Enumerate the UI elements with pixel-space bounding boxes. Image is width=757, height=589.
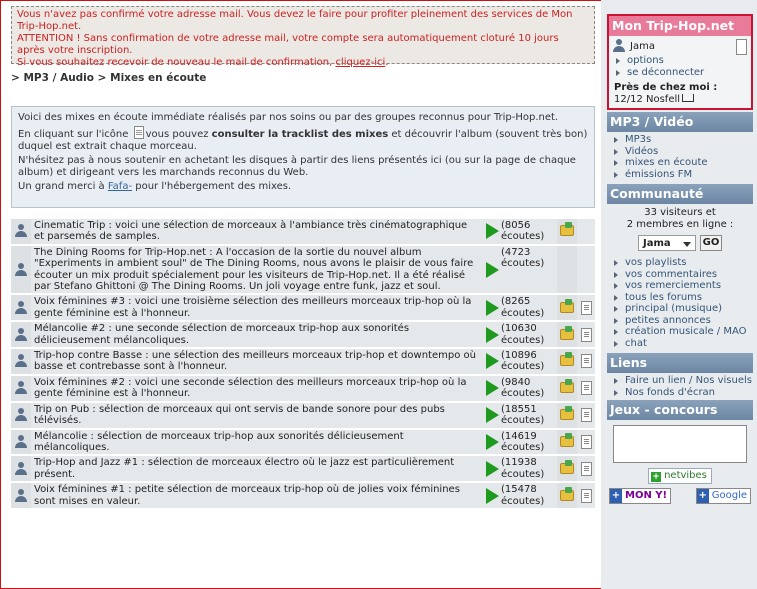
near-me-label: Près de chez moi : <box>614 82 718 93</box>
mixes-list <box>11 219 595 510</box>
user-icon[interactable] <box>15 381 27 395</box>
intro-paragraph-2 <box>18 126 588 152</box>
plus-icon: + <box>652 472 660 482</box>
tracklist-icon[interactable] <box>581 435 592 449</box>
communaute-box <box>607 184 753 351</box>
user-icon[interactable] <box>15 263 27 277</box>
notice-line-2: ATTENTION ! Sans confirmation de votre adresse mail, votre compte sera automatiquement cloturé 10 jours après votre inscription. <box>17 33 559 56</box>
mix-description[interactable]: Voix féminines #2 : voici une seconde sélection des meilleurs morceaux trip-hop où la gente féminine est à l'honneur. <box>34 376 467 400</box>
folder-cell <box>557 456 577 481</box>
doc-cell <box>577 403 595 428</box>
listen-count: (10896 écoutes) <box>501 350 545 373</box>
intro-paragraph-4 <box>18 181 588 192</box>
intro-p2-start: En cliquant sur l'icône <box>18 129 132 141</box>
add-playlist-icon[interactable] <box>560 225 574 236</box>
listen-count: (8056 écoutes) <box>501 220 545 243</box>
notice-line-1: Vous n'avez pas confirmé votre adresse mail. Vous devez le faire pour profiter pleinement des services de Mon Trip-Hop.net. <box>17 9 573 32</box>
menu-chat[interactable]: chat <box>613 338 753 350</box>
user-icon[interactable] <box>15 489 27 503</box>
play-icon[interactable] <box>486 461 499 477</box>
user-icon <box>613 39 625 53</box>
mix-row <box>11 456 595 481</box>
play-cell <box>483 456 501 481</box>
fafa-link[interactable]: Fafa- <box>107 181 133 193</box>
author-cell <box>11 483 31 508</box>
folder-cell <box>557 322 577 347</box>
mp3-video-menu <box>607 132 753 182</box>
listen-count: (15478 écoutes) <box>501 484 545 507</box>
listen-count: (18551 écoutes) <box>501 403 545 427</box>
communaute-menu <box>607 255 753 351</box>
mix-description[interactable]: Mélancolie #2 : une seconde sélection de morceaux trip-hop aux sonorités délicieusement mélancoliques. <box>34 323 410 346</box>
doc-cell <box>577 349 595 374</box>
add-playlist-icon[interactable] <box>560 355 574 366</box>
mix-description[interactable]: Voix féminines #1 : petite sélection de morceaux trip-hop où de jolies voix féminines sont mises en valeur. <box>34 484 460 507</box>
play-icon[interactable] <box>486 353 499 369</box>
mix-row <box>11 349 595 374</box>
yahoo-label: MON Y! <box>625 490 668 501</box>
menu-faire-lien[interactable]: Faire un lien / Nos visuels <box>613 375 753 387</box>
doc-cell <box>577 295 595 320</box>
doc-cell <box>577 322 595 347</box>
intro-p4-start: Un grand merci à <box>18 181 108 193</box>
doc-cell <box>577 430 595 455</box>
intro-p2-bold: consulter la tracklist des mixes <box>211 129 389 141</box>
intro-p4-end: pour l'hébergement des mixes. <box>132 181 292 193</box>
listen-count: (14619 écoutes) <box>501 430 545 453</box>
menu-mp3s[interactable]: MP3s <box>613 134 753 146</box>
mix-description[interactable]: Trip-hop contre Basse : une sélection des meilleurs morceaux trip-hop et downtempo où basse et contrebasse sont à l'honneur. <box>34 350 476 373</box>
mon-triphop-box <box>607 14 753 110</box>
breadcrumb-mp3-audio[interactable]: MP3 / Audio <box>23 72 94 84</box>
play-cell <box>483 430 501 455</box>
mix-row <box>11 219 595 244</box>
folder-cell <box>557 376 577 401</box>
tracklist-icon[interactable] <box>581 381 592 395</box>
jeux-box <box>607 400 753 508</box>
play-icon[interactable] <box>486 380 499 396</box>
tracklist-icon[interactable] <box>581 462 592 476</box>
play-cell <box>483 219 501 244</box>
play-icon[interactable] <box>486 488 499 504</box>
google-button[interactable] <box>696 488 751 504</box>
play-icon[interactable] <box>486 300 499 316</box>
breadcrumb-separator: > <box>11 72 20 84</box>
liens-title: Liens <box>607 353 753 373</box>
folder-cell <box>557 219 577 244</box>
mix-description[interactable]: Trip on Pub : sélection de morceaux qui ont servis de bande sonore pour des pubs télévisés. <box>34 403 445 427</box>
intro-p2-mid: vous pouvez <box>145 129 212 141</box>
author-cell <box>11 376 31 401</box>
play-cell <box>483 349 501 374</box>
menu-options[interactable]: options <box>615 55 751 67</box>
author-cell <box>11 219 31 244</box>
jeux-title: Jeux - concours <box>607 400 753 420</box>
mon-menu <box>609 55 751 80</box>
google-label: Google <box>711 490 747 501</box>
listen-count: (10630 écoutes) <box>501 323 545 346</box>
menu-principal[interactable]: principal (musique) <box>613 303 753 315</box>
user-icon[interactable] <box>15 408 27 422</box>
add-playlist-icon[interactable] <box>560 463 574 474</box>
author-cell <box>11 456 31 481</box>
play-cell <box>483 403 501 428</box>
author-cell <box>11 295 31 320</box>
menu-fonds-ecran[interactable]: Nos fonds d'écran <box>613 387 753 399</box>
sidebar <box>607 14 753 508</box>
plus-icon: + <box>698 490 707 501</box>
folder-cell <box>557 430 577 455</box>
user-icon[interactable] <box>15 301 27 315</box>
doc-cell <box>577 376 595 401</box>
menu-annonces[interactable]: petites annonces <box>613 315 753 327</box>
user-icon[interactable] <box>15 354 27 368</box>
user-icon[interactable] <box>15 328 27 342</box>
mon-triphop-title[interactable]: Mon Trip-Hop.net <box>609 16 751 36</box>
tracklist-icon[interactable] <box>581 408 592 422</box>
my-yahoo-button[interactable] <box>609 488 671 504</box>
folder-cell <box>557 483 577 508</box>
add-playlist-icon[interactable] <box>560 490 574 501</box>
intro-paragraph-3: N'hésitez pas à nous soutenir en achetant les disques à partir des liens présentés ici (ou sur la page de chaque album) et dirigeant vers les marchands reconnus du Web. <box>18 155 576 178</box>
intro-paragraph-1: Voici des mixes en écoute immédiate réalisés par nos soins ou par des groupes reconnus pour Trip-Hop.net. <box>18 112 559 123</box>
play-icon[interactable] <box>486 223 499 239</box>
folder-cell <box>557 349 577 374</box>
resend-confirmation-link[interactable]: cliquez-ici <box>335 57 386 68</box>
doc-cell <box>577 456 595 481</box>
user-icon[interactable] <box>15 224 27 238</box>
cart-icon[interactable] <box>682 94 694 102</box>
author-cell <box>11 246 31 294</box>
mix-row <box>11 295 595 320</box>
netvibes-button[interactable] <box>648 468 712 484</box>
plus-icon: + <box>611 490 621 501</box>
email-confirmation-notice <box>11 6 595 68</box>
folder-cell <box>557 246 577 294</box>
mix-row <box>11 322 595 347</box>
notice-line-3: Si vous souhaitez recevoir de nouveau le mail de confirmation, <box>17 57 336 68</box>
mix-row <box>11 376 595 401</box>
mix-row <box>11 403 595 428</box>
add-playlist-icon[interactable] <box>560 329 574 340</box>
listen-count: (9840 écoutes) <box>501 376 545 400</box>
liens-box <box>607 353 753 400</box>
member-select-row <box>607 235 753 251</box>
play-cell <box>483 376 501 401</box>
add-playlist-icon[interactable] <box>560 436 574 447</box>
communaute-title: Communauté <box>607 184 753 204</box>
jeux-content <box>613 425 747 463</box>
play-icon[interactable] <box>486 262 499 278</box>
online-count <box>607 204 753 231</box>
doc-cell <box>577 246 595 294</box>
tracklist-doc-icon <box>134 126 144 139</box>
menu-videos[interactable]: Vidéos <box>613 146 753 158</box>
mix-description[interactable]: Cinematic Trip : voici une sélection de morceaux à l'ambiance très cinématographique et parsemés de samples. <box>34 220 468 243</box>
author-cell <box>11 322 31 347</box>
play-cell <box>483 295 501 320</box>
add-playlist-icon[interactable] <box>560 409 574 420</box>
intro-p2-end: et découvrir l'album (souvent très bon) duquel est extrait chaque morceau. <box>18 129 588 152</box>
mix-row <box>11 483 595 508</box>
play-icon[interactable] <box>486 407 499 423</box>
user-icon[interactable] <box>15 462 27 476</box>
main-column <box>11 6 595 507</box>
tracklist-icon[interactable] <box>581 328 592 342</box>
members-online: 2 membres en ligne : <box>626 219 734 230</box>
liens-menu <box>607 373 753 400</box>
menu-forums[interactable]: tous les forums <box>613 292 753 304</box>
listen-count: (4723 écoutes) <box>501 246 545 270</box>
add-playlist-icon[interactable] <box>560 382 574 393</box>
breadcrumb <box>11 72 595 84</box>
tracklist-icon[interactable] <box>581 301 592 315</box>
current-username[interactable]: Jama <box>630 41 655 52</box>
folder-cell <box>557 403 577 428</box>
breadcrumb-current: Mixes en écoute <box>110 72 207 84</box>
mix-row <box>11 430 595 455</box>
menu-mixes[interactable]: mixes en écoute <box>613 157 753 169</box>
add-playlist-icon[interactable] <box>560 302 574 313</box>
play-cell <box>483 322 501 347</box>
menu-remerciements[interactable]: vos remerciements <box>613 280 753 292</box>
menu-creation[interactable]: création musicale / MAO <box>613 326 753 338</box>
listen-count: (11938 écoutes) <box>501 457 545 480</box>
author-cell <box>11 403 31 428</box>
mix-description[interactable]: Mélancolie : sélection de morceaux trip-hop aux sonorités délicieusement mélancoliques. <box>34 430 404 453</box>
mp3-video-title: MP3 / Vidéo <box>607 112 753 132</box>
breadcrumb-separator-2: > <box>97 72 107 84</box>
intro-box <box>11 106 595 208</box>
play-icon[interactable] <box>486 434 499 450</box>
mix-description[interactable]: Voix féminines #3 : voici une troisième sélection des meilleurs morceaux trip-hop où la gente féminine est à l'honneur. <box>34 296 472 319</box>
tracklist-icon[interactable] <box>581 489 592 503</box>
play-cell <box>483 246 501 294</box>
menu-logout[interactable]: se déconnecter <box>615 67 751 79</box>
near-me-value[interactable]: 12/12 Nosfell <box>614 93 681 105</box>
go-button[interactable]: GO <box>700 235 722 251</box>
doc-cell <box>577 483 595 508</box>
notes-icon[interactable] <box>736 39 747 55</box>
tracklist-icon[interactable] <box>581 354 592 368</box>
mix-description[interactable]: The Dining Rooms for Trip-Hop.net : A l'occasion de la sortie du nouvel album "Experiments in ambient soul" de The Dining Rooms, nous avons le plaisir de vous faire écouter un mix produit spécialement pour les visiteurs de Trip-Hop.net. Il a été réalisé par Stefano Ghittoni @ The Dining Rooms. Un joli voyage entre funk, jazz et soul. <box>34 246 474 293</box>
visitors-count: 33 visiteurs et <box>644 207 716 218</box>
listen-count: (8265 écoutes) <box>501 296 545 319</box>
member-select[interactable]: Jama <box>638 235 696 251</box>
mix-description[interactable]: Trip-Hop and Jazz #1 : sélection de morceaux électro où le jazz est particulièrement présent. <box>34 457 455 480</box>
folder-cell <box>557 295 577 320</box>
author-cell <box>11 349 31 374</box>
mix-row <box>11 246 595 294</box>
current-user <box>609 36 751 55</box>
play-icon[interactable] <box>486 327 499 343</box>
netvibes-label: netvibes <box>664 470 707 481</box>
subscribe-badges <box>607 468 753 508</box>
badge-row <box>607 488 753 504</box>
near-me <box>609 80 751 108</box>
notice-line-3-suffix: . <box>385 57 389 68</box>
menu-playlists[interactable]: vos playlists <box>613 257 753 269</box>
menu-emissions[interactable]: émissions FM <box>613 169 753 181</box>
mp3-video-box <box>607 112 753 182</box>
play-cell <box>483 483 501 508</box>
author-cell <box>11 430 31 455</box>
menu-commentaires[interactable]: vos commentaires <box>613 269 753 281</box>
doc-cell <box>577 219 595 244</box>
user-icon[interactable] <box>15 435 27 449</box>
